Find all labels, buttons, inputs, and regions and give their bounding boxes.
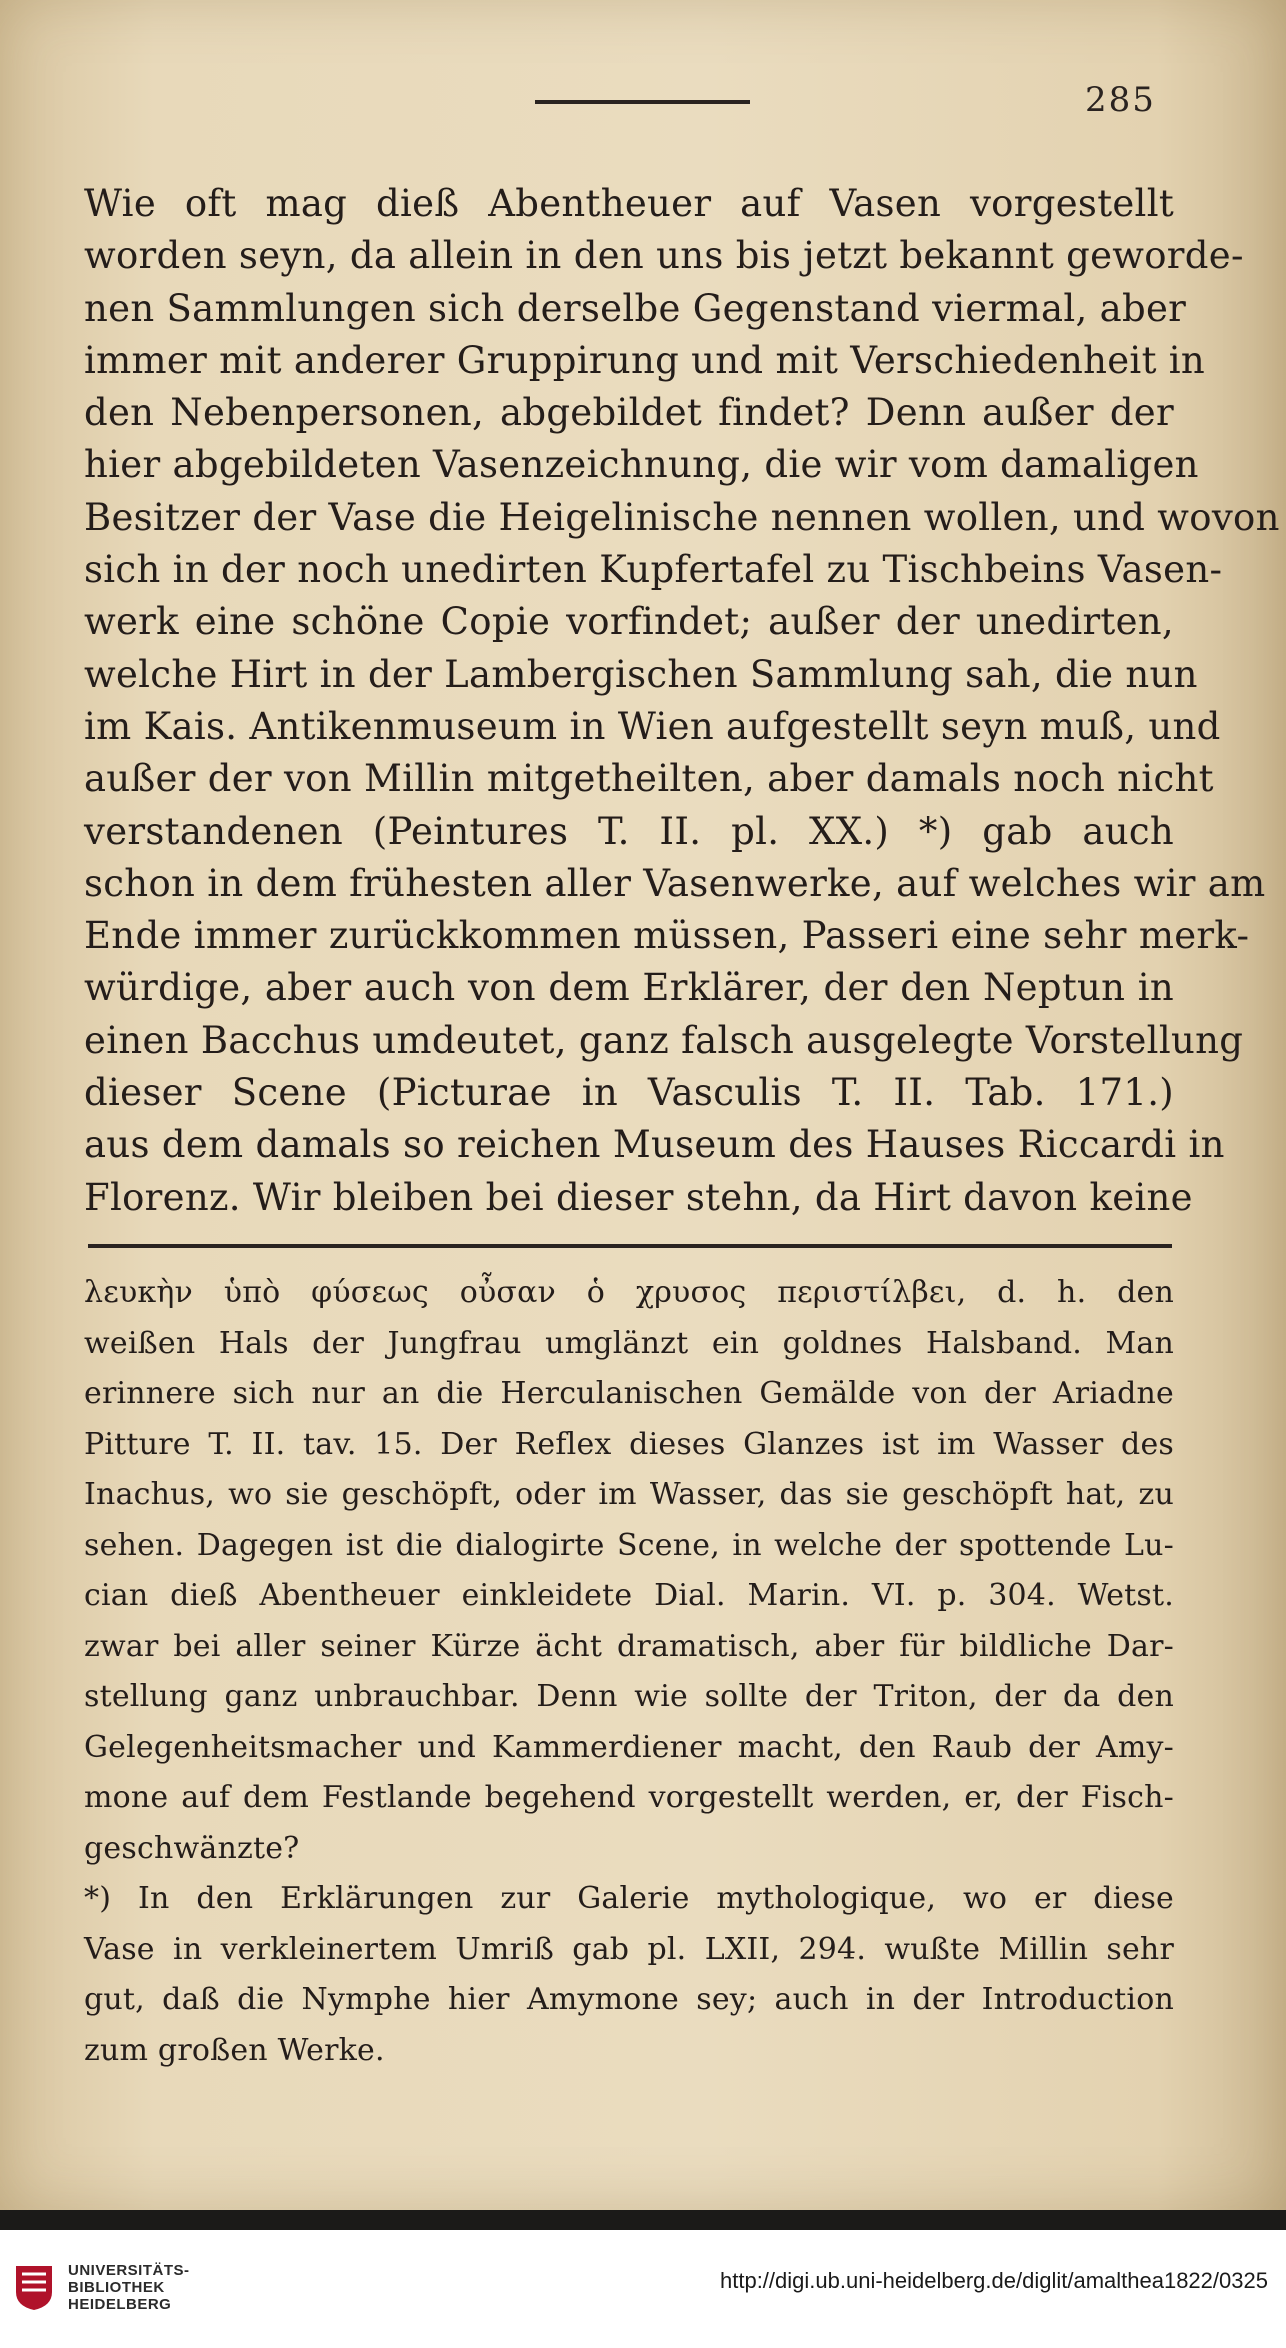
header-rule	[535, 100, 750, 104]
footnote-line: Pitture T. II. tav. 15. Der Reflex dieses Glanzes ist im Wasser des	[84, 1426, 1174, 1462]
text-line: den Nebenpersonen, abgebildet findet? Denn außer der	[84, 391, 1174, 435]
text-line: worden seyn, da allein in den uns bis jetzt bekannt geworde-	[84, 234, 1244, 278]
text-line: welche Hirt in der Lambergischen Sammlung sah, die nun	[84, 652, 1198, 696]
university-library-logo-icon	[12, 2262, 56, 2312]
footnote-line: Inachus, wo sie geschöpft, oder im Wasser, das sie geschöpft hat, zu	[84, 1477, 1174, 1512]
page-number: 285	[1085, 80, 1156, 120]
text-line: nen Sammlungen sich derselbe Gegenstand viermal, aber	[84, 286, 1187, 330]
logo-line: UNIVERSITÄTS-	[68, 2262, 190, 2279]
text-line: immer mit anderer Gruppirung und mit Verschiedenheit in	[84, 338, 1206, 382]
footnote-line: λευκὴν ὑπὸ φύσεως οὖσαν ὁ χρυσος περιστίλβει, d. h. den	[84, 1275, 1174, 1310]
text-line: verstandenen (Peintures T. II. pl. XX.) *) gab auch	[84, 809, 1174, 853]
text-line: Florenz. Wir bleiben bei dieser stehn, da Hirt davon keine	[84, 1175, 1193, 1219]
text-line: sich in der noch unedirten Kupfertafel zu Tischbeins Vasen-	[84, 548, 1223, 592]
text-line: werk eine schöne Copie vorfindet; außer der unedirten,	[84, 600, 1174, 644]
footnote-line: sehen. Dagegen ist die dialogirte Scene, in welche der spottende Lu-	[84, 1527, 1174, 1563]
text-line: dieser Scene (Picturae in Vasculis T. II. Tab. 171.)	[84, 1071, 1174, 1115]
footnote-line: zwar bei aller seiner Kürze ächt dramatisch, aber für bildliche Dar-	[84, 1628, 1174, 1664]
footnote-line: weißen Hals der Jungfrau umglänzt ein goldnes Halsband. Man	[84, 1325, 1174, 1361]
footnote-line: gut, daß die Nymphe hier Amymone sey; auch in der Introduction	[84, 1982, 1174, 2017]
footnote-line: zum großen Werke.	[84, 2032, 385, 2068]
main-text	[84, 178, 1280, 1224]
text-line: aus dem damals so reichen Museum des Hauses Riccardi in	[84, 1123, 1225, 1167]
footnote-line: cian dieß Abentheuer einkleidete Dial. Marin. VI. p. 304. Wetst.	[84, 1578, 1174, 1613]
logo-line: BIBLIOTHEK	[68, 2279, 165, 2296]
text-line: Ende immer zurückkommen müssen, Passeri eine sehr merk-	[84, 914, 1250, 958]
footnote-line: *) In den Erklärungen zur Galerie mythologique, wo er diese	[84, 1881, 1174, 1916]
text-line: hier abgebildeten Vasenzeichnung, die wir vom damaligen	[84, 443, 1199, 487]
source-url-link[interactable]: http://digi.ub.uni-heidelberg.de/diglit/amalthea1822/0325	[720, 2268, 1268, 2293]
text-line: Wie oft mag dieß Abentheuer auf Vasen vorgestellt	[84, 182, 1174, 225]
footnote-line: stellung ganz unbrauchbar. Denn wie sollte der Triton, der da den	[84, 1679, 1174, 1714]
text-line: außer der von Millin mitgetheilten, aber damals noch nicht	[84, 757, 1214, 801]
text-line: im Kais. Antikenmuseum in Wien aufgestellt seyn muß, und	[84, 704, 1221, 748]
text-line: einen Bacchus umdeutet, ganz falsch ausgelegte Vorstellung	[84, 1018, 1244, 1062]
footnote-line: erinnere sich nur an die Herculanischen Gemälde von der Ariadne	[84, 1376, 1174, 1411]
footnotes	[84, 1268, 1174, 2076]
footnote-line: Vase in verkleinertem Umriß gab pl. LXII, 294. wußte Millin sehr	[84, 1931, 1174, 1967]
text-line: würdige, aber auch von dem Erklärer, der den Neptun in	[84, 966, 1174, 1010]
footnote-line: geschwänzte?	[84, 1830, 300, 1866]
text-line: schon in dem frühesten aller Vasenwerke, auf welches wir am	[84, 861, 1266, 905]
text-line: Besitzer der Vase die Heigelinische nennen wollen, und wovon	[84, 495, 1280, 539]
logo-line: HEIDELBERG	[68, 2296, 172, 2313]
footnote-separator-rule	[88, 1244, 1172, 1248]
library-logo-text	[68, 2262, 190, 2313]
footnote-line: Gelegenheitsmacher und Kammerdiener macht, den Raub der Amy-	[84, 1729, 1174, 1765]
footnote-line: mone auf dem Festlande begehend vorgestellt werden, er, der Fisch-	[84, 1780, 1174, 1815]
